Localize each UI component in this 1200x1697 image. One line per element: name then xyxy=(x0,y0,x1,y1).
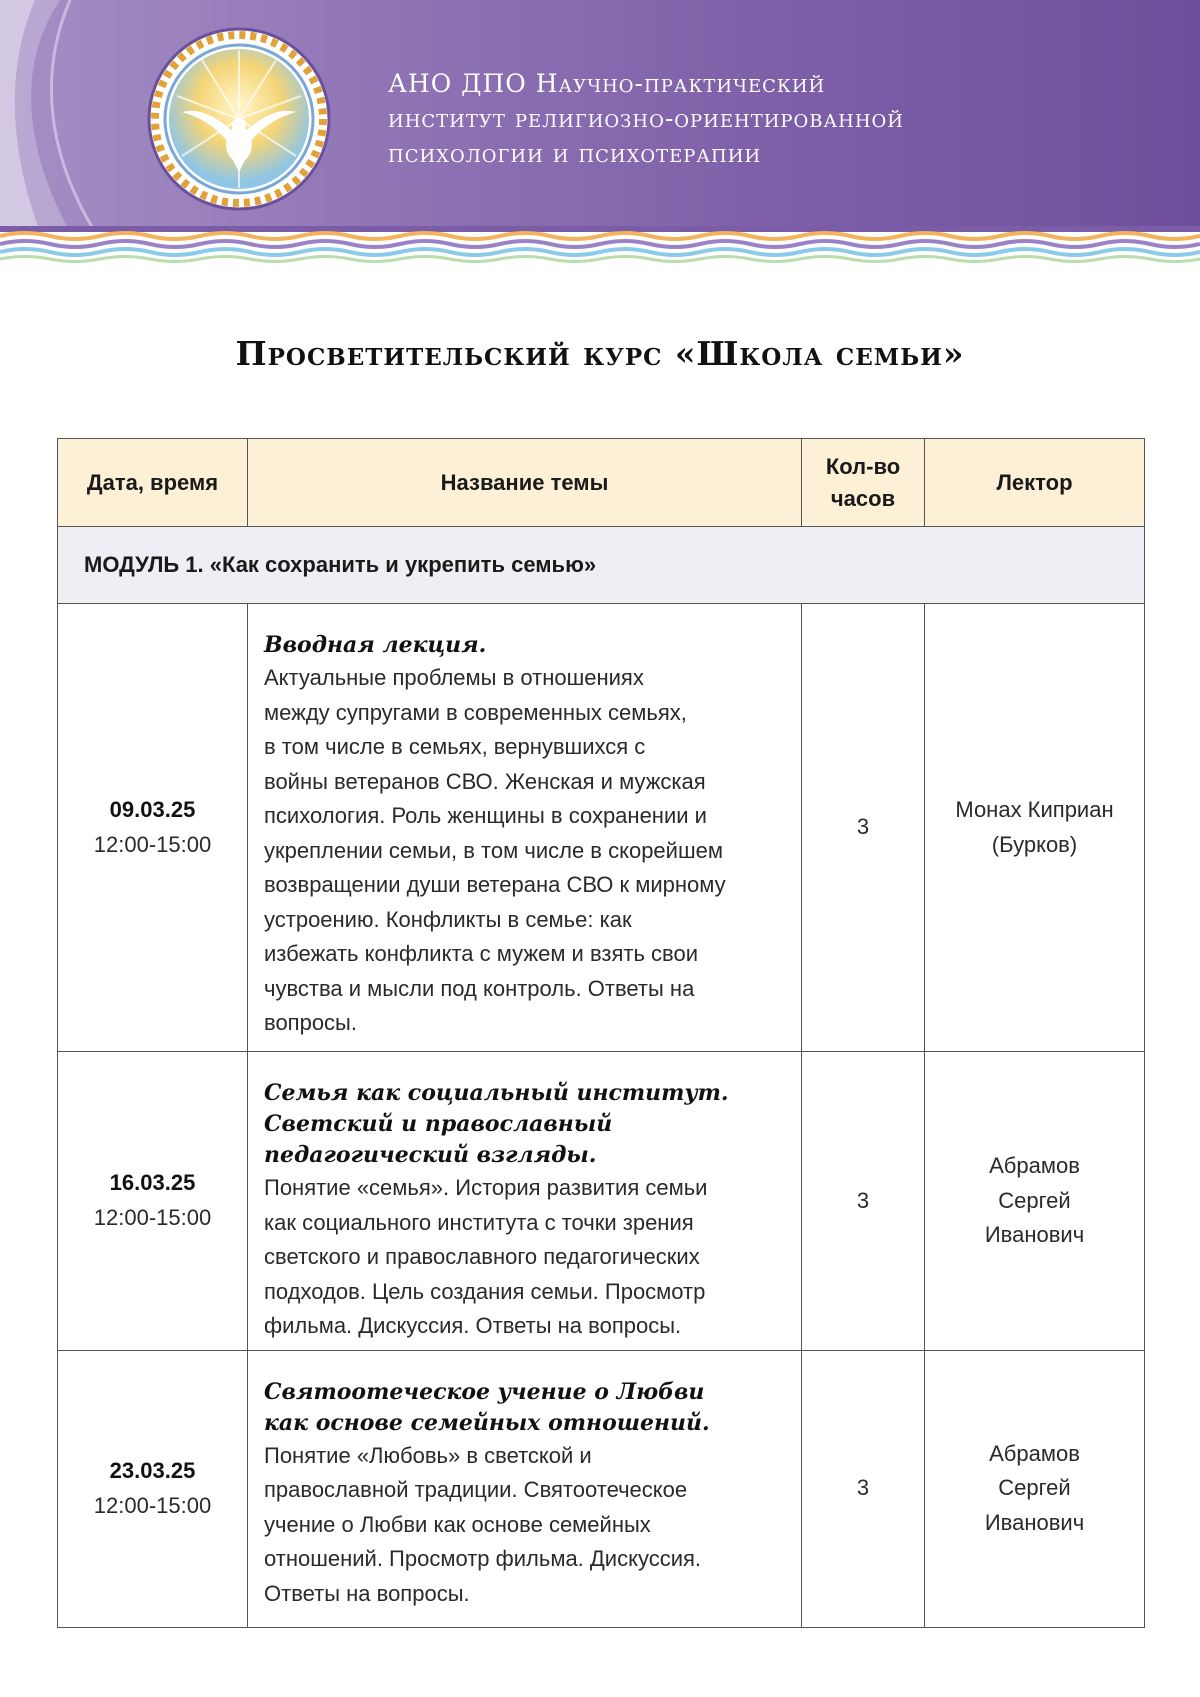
schedule-table xyxy=(57,438,1145,1628)
lesson-time: 12:00-15:00 xyxy=(93,1204,212,1230)
date-cell xyxy=(58,1052,248,1351)
topic-title: Святоотеческое учение о Любви как основе семейных отношений. xyxy=(264,1378,710,1436)
lesson-date: 23.03.25 xyxy=(109,1458,196,1483)
table-row xyxy=(58,1350,1145,1627)
date-cell xyxy=(58,604,248,1052)
module-row xyxy=(58,527,1145,604)
date-cell xyxy=(58,1350,248,1627)
lecturer-cell: Монах Киприан (Бурков) xyxy=(925,604,1145,1052)
organization-name xyxy=(388,66,1148,171)
org-name-line-3: психологии и психотерапии xyxy=(388,139,762,168)
lecturer-cell: Абрамов Сергей Иванович xyxy=(925,1350,1145,1627)
hours-cell: 3 xyxy=(802,1350,925,1627)
topic-title: Вводная лекция. xyxy=(264,632,487,658)
page-title: Просветительский курс «Школа семьи» xyxy=(235,334,965,373)
hours-cell: 3 xyxy=(802,1052,925,1351)
column-header-hours: Кол-во часов xyxy=(802,439,925,527)
topic-description: Актуальные проблемы в отношениях между супругами в современных семьях, в том числе в семьях, вернувшихся с войны ветеранов СВО. Женская и мужская психология. Роль женщины в сохранении и укреплении семьи, в том числе в скорейшем возвращении души ветерана СВО к мирному устроению. Конфликты в семье: как избежать конфликта с мужем и взять свои чувства и мысли под контроль. Ответы на вопросы. xyxy=(264,665,726,1035)
table-row xyxy=(58,604,1145,1052)
topic-description: Понятие «Любовь» в светской и православной традиции. Святоотеческое учение о Любви как основе семейных отношений. Просмотр фильма. Дискуссия. Ответы на вопросы. xyxy=(264,1442,702,1606)
table-row xyxy=(58,1052,1145,1351)
org-name-line-1: АНО ДПО Научно-практический xyxy=(388,69,826,98)
lesson-time: 12:00-15:00 xyxy=(93,1492,212,1518)
column-header-date: Дата, время xyxy=(58,439,248,527)
column-header-lecturer: Лектор xyxy=(925,439,1145,527)
module-title: МОДУЛЬ 1. «Как сохранить и укрепить семью» xyxy=(58,527,1145,604)
column-header-topic: Название темы xyxy=(248,439,802,527)
topic-cell xyxy=(248,1052,802,1351)
lesson-date: 09.03.25 xyxy=(109,797,196,822)
hours-cell: 3 xyxy=(802,604,925,1052)
wave-ornament-divider xyxy=(0,226,1200,266)
org-name-line-2: институт религиозно-ориентированной xyxy=(388,104,904,133)
topic-description: Понятие «семья». История развития семьи как социального института с точки зрения светского и православного педагогических подходов. Цель создания семьи. Просмотр фильма. Дискуссия. Ответы на вопросы. xyxy=(264,1175,708,1338)
table-header-row xyxy=(58,439,1145,527)
lesson-date: 16.03.25 xyxy=(109,1170,196,1196)
dove-emblem-icon xyxy=(146,26,332,212)
header-banner xyxy=(0,0,1200,232)
lecturer-cell: Абрамов Сергей Иванович xyxy=(925,1052,1145,1351)
topic-cell xyxy=(248,604,802,1052)
topic-cell xyxy=(248,1350,802,1627)
topic-title: Семья как социальный институт. Светский и православный педагогический взгляды. xyxy=(264,1080,729,1168)
lesson-time: 12:00-15:00 xyxy=(93,831,212,857)
